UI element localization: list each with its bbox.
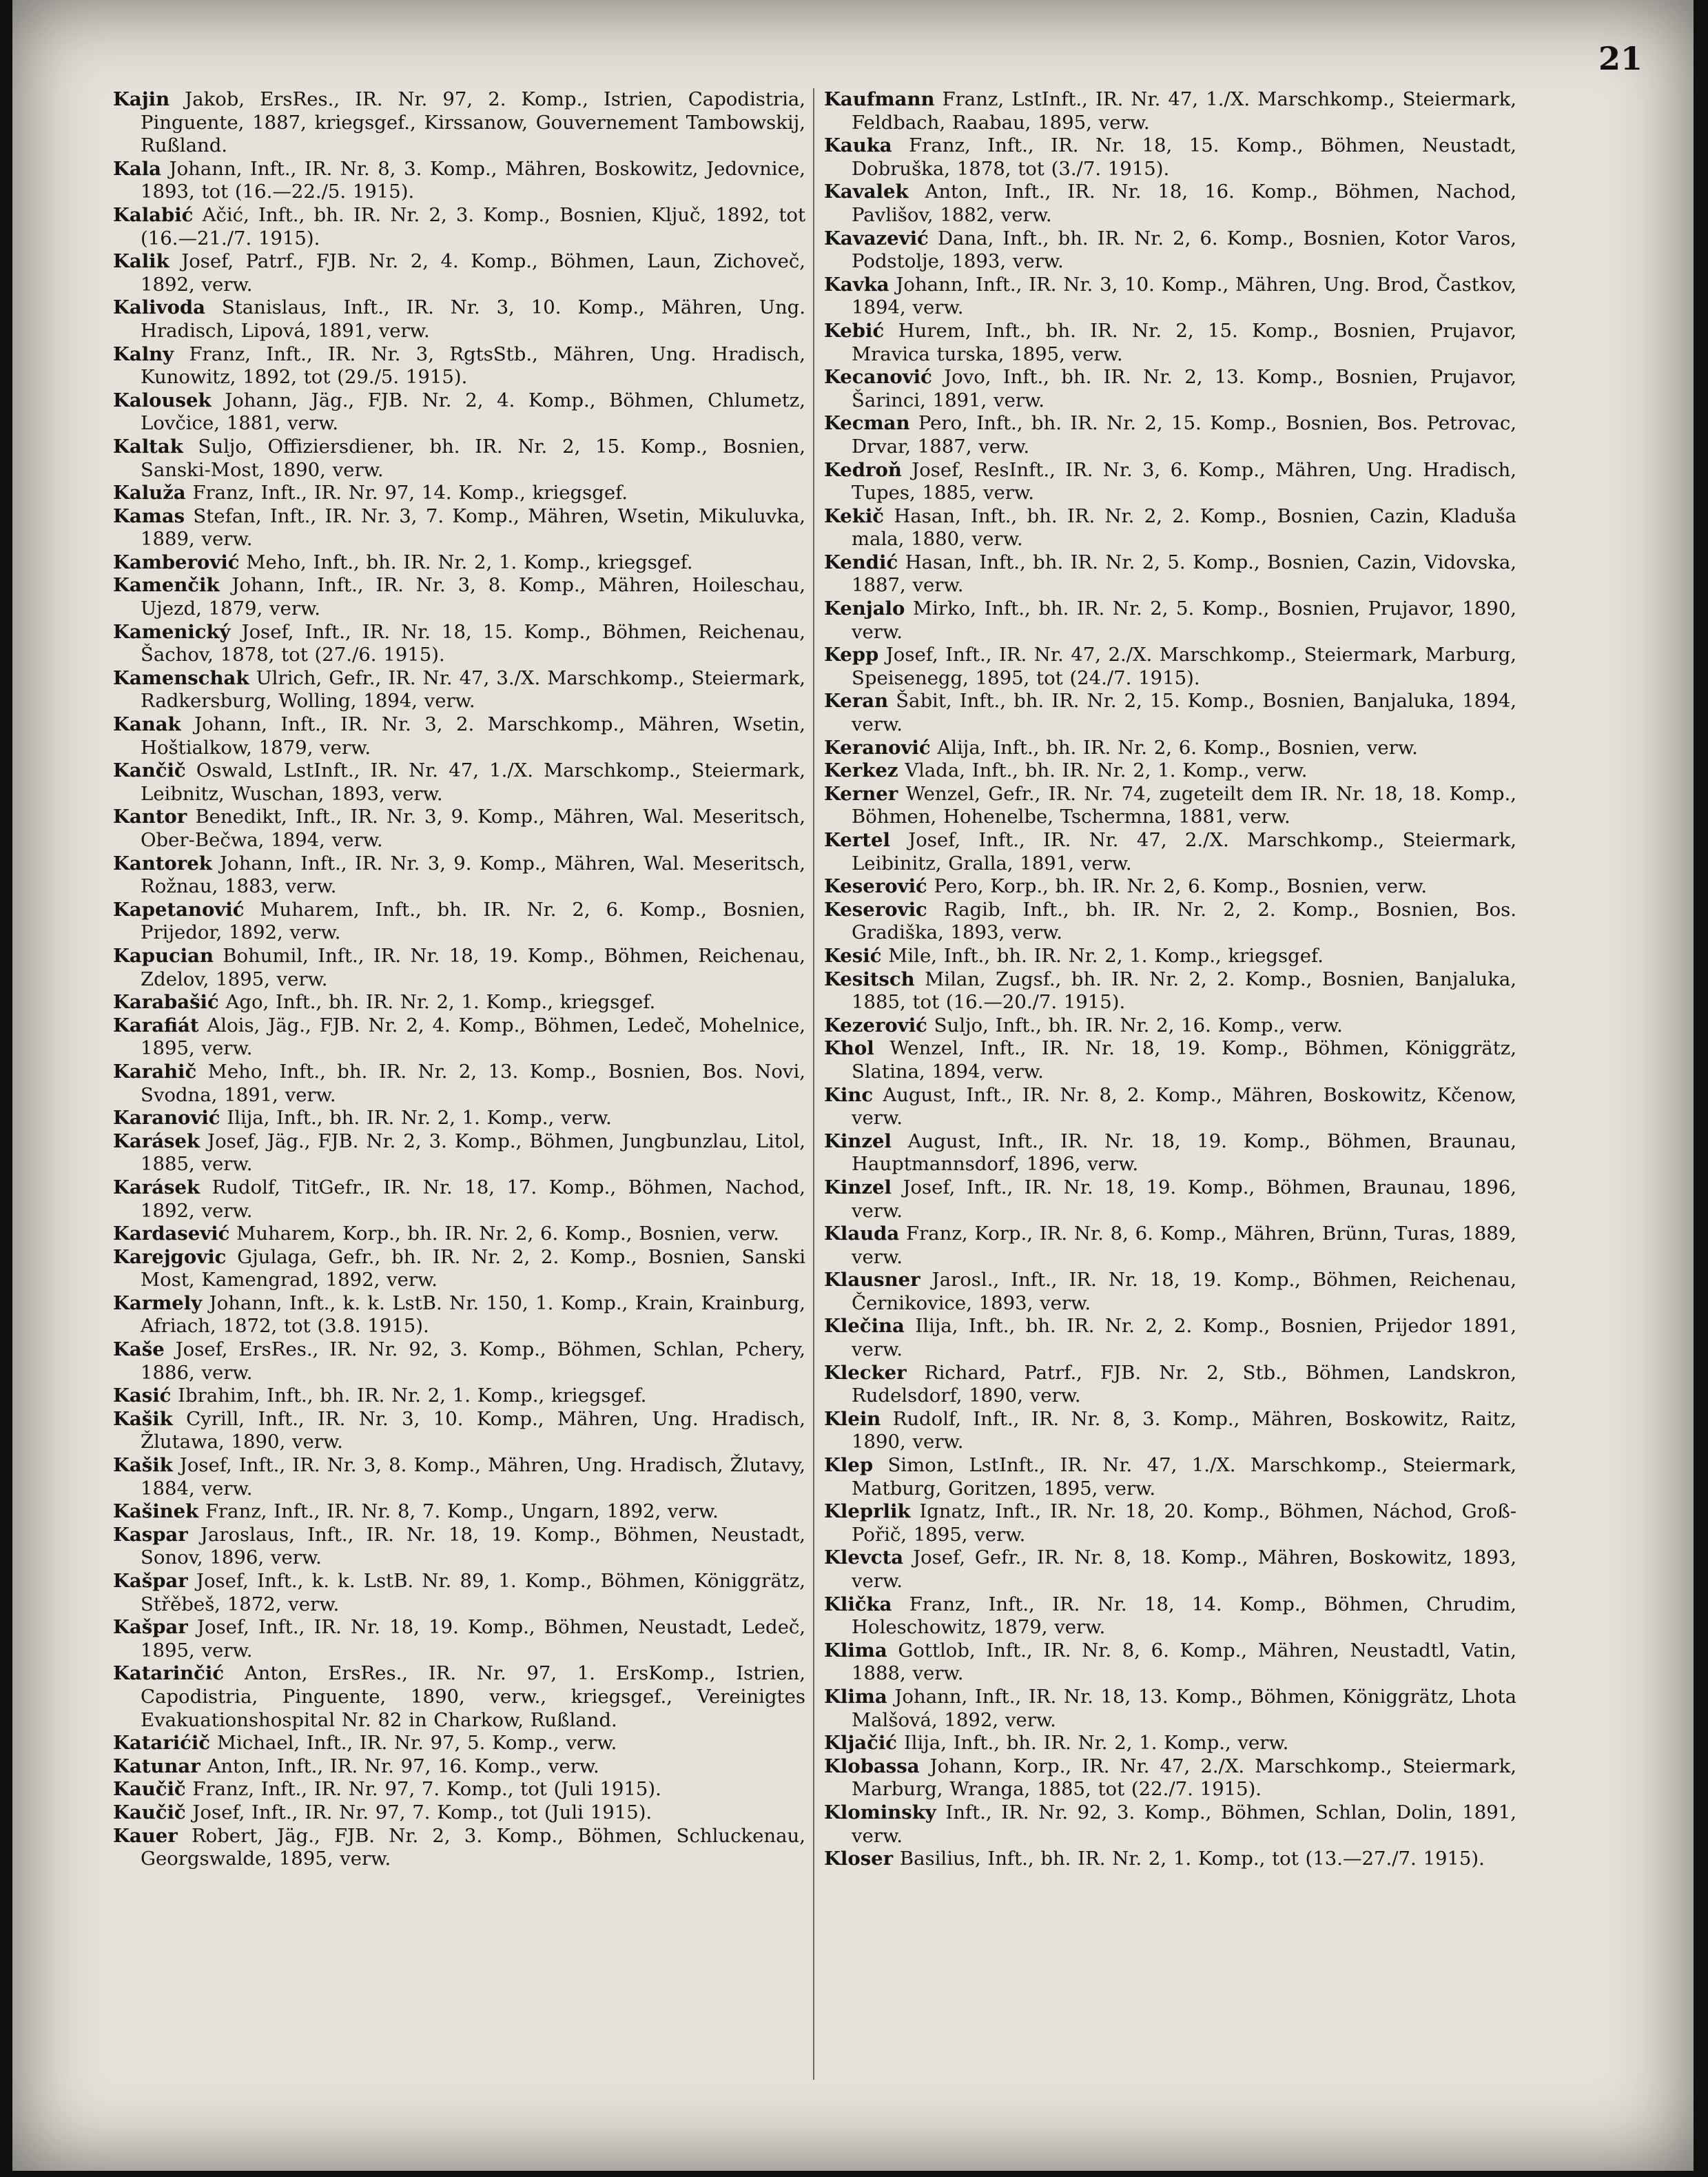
entry-details: Franz, Korp., IR. Nr. 8, 6. Komp., Mähren, Brünn, Turas, 1889, verw. [852, 1223, 1516, 1268]
roster-entry [113, 88, 805, 158]
entry-surname: Klička [824, 1593, 892, 1615]
entry-surname: Katunar [113, 1755, 200, 1777]
roster-entry [113, 759, 805, 806]
entry-details: Josef, Inft., k. k. LstB. Nr. 89, 1. Komp., Böhmen, Königgrätz, Střěbeš, 1872, verw. [141, 1570, 805, 1615]
entry-surname: Kalousek [113, 389, 212, 411]
entry-surname: Kašik [113, 1454, 173, 1477]
roster-entry [824, 1130, 1516, 1176]
roster-entry [113, 1778, 805, 1801]
roster-entry [113, 1616, 805, 1662]
entry-details: Hasan, Inft., bh. IR. Nr. 2, 5. Komp., Bosnien, Cazin, Vidovska, 1887, verw. [852, 551, 1516, 597]
entry-surname: Kerner [824, 782, 898, 805]
entry-details: Gottlob, Inft., IR. Nr. 8, 6. Komp., Mähren, Neustadtl, Vatin, 1888, verw. [852, 1639, 1516, 1685]
entry-details: Anton, ErsRes., IR. Nr. 97, 1. ErsKomp., Istrien, Capodistria, Pinguente, 1890, verw., kriegsgef., Vereinigtes Evakuationshospital Nr. 82 in Charkow, Rußland. [141, 1662, 805, 1731]
roster-entry [824, 783, 1516, 829]
roster-entry [113, 1570, 805, 1616]
entry-details: Pero, Korp., bh. IR. Nr. 2, 6. Komp., Bosnien, verw. [934, 875, 1428, 898]
entry-details: Josef, Inft., IR. Nr. 47, 2./X. Marschkomp., Steiermark, Marburg, Speisenegg, 1895, tot (24./7. 1915). [852, 644, 1516, 689]
roster-entry [113, 505, 805, 551]
entry-details: Josef, Inft., IR. Nr. 18, 15. Komp., Böhmen, Reichenau, Šachov, 1878, tot (27./6. 1915). [141, 620, 805, 666]
entry-details: Josef, Inft., IR. Nr. 18, 19. Komp., Böhmen, Braunau, 1896, verw. [852, 1176, 1516, 1222]
entry-surname: Klima [824, 1639, 887, 1662]
entry-surname: Kasić [113, 1384, 172, 1407]
entry-surname: Kaltak [113, 435, 183, 458]
roster-entry [113, 806, 805, 852]
entry-details: August, Inft., IR. Nr. 18, 19. Komp., Böhmen, Braunau, Hauptmannsdorf, 1896, verw. [852, 1130, 1516, 1176]
entry-details: Alija, Inft., bh. IR. Nr. 2, 6. Komp., Bosnien, verw. [937, 736, 1418, 759]
entry-surname: Kalabić [113, 203, 194, 226]
entry-details: Ignatz, Inft., IR. Nr. 18, 20. Komp., Böhmen, Náchod, Groß-Pořič, 1895, verw. [852, 1500, 1516, 1546]
entry-surname: Klecker [824, 1361, 907, 1384]
roster-entry [824, 875, 1516, 899]
entry-details: Ačić, Inft., bh. IR. Nr. 2, 3. Komp., Bosnien, Ključ, 1892, tot (16.—21./7. 1915). [141, 203, 805, 249]
roster-entry [113, 551, 805, 575]
roster-entry [113, 158, 805, 204]
entry-details: Hurem, Inft., bh. IR. Nr. 2, 15. Komp., Bosnien, Prujavor, Mravica turska, 1895, verw. [852, 319, 1516, 365]
entry-surname: Klausner [824, 1269, 920, 1291]
entry-surname: Kašik [113, 1407, 173, 1430]
entry-surname: Kloser [824, 1848, 894, 1870]
roster-entry [824, 1639, 1516, 1686]
roster-entry [824, 968, 1516, 1014]
roster-entry [113, 621, 805, 667]
roster-entry [824, 1223, 1516, 1269]
entry-surname: Kinzel [824, 1130, 892, 1152]
roster-entry [824, 1408, 1516, 1454]
entry-details: Alois, Jäg., FJB. Nr. 2, 4. Komp., Böhmen, Ledeč, Mohelnice, 1895, verw. [141, 1014, 805, 1060]
entry-surname: Klauda [824, 1223, 900, 1245]
entry-surname: Kezerović [824, 1014, 927, 1036]
entry-surname: Kamas [113, 504, 185, 527]
entry-details: Jakob, ErsRes., IR. Nr. 97, 2. Komp., Istrien, Capodistria, Pinguente, 1887, kriegsgef., Kirssanow, Gouvernement Tambowskij, Rußland. [141, 88, 805, 157]
entry-surname: Kebić [824, 319, 885, 342]
entry-details: Ragib, Inft., bh. IR. Nr. 2, 2. Komp., Bosnien, Bos. Gradiška, 1893, verw. [852, 898, 1516, 944]
entry-surname: Kamenický [113, 620, 231, 643]
entry-details: Robert, Jäg., FJB. Nr. 2, 3. Komp., Böhmen, Schluckenau, Georgswalde, 1895, verw. [141, 1824, 805, 1870]
entry-surname: Karejgovic [113, 1245, 227, 1268]
entry-surname: Keserović [824, 875, 927, 898]
entry-surname: Khol [824, 1037, 874, 1060]
entry-details: Josef, Inft., IR. Nr. 3, 8. Komp., Mähren, Ung. Hradisch, Žlutavy, 1884, verw. [141, 1454, 805, 1500]
entry-surname: Klobassa [824, 1755, 920, 1777]
roster-entry [824, 1269, 1516, 1315]
roster-entry [113, 1662, 805, 1732]
roster-entry [113, 713, 805, 759]
entry-details: Franz, Inft., IR. Nr. 97, 7. Komp., tot (Juli 1915). [192, 1778, 661, 1801]
entry-surname: Kalik [113, 250, 169, 273]
roster-entry [113, 1246, 805, 1292]
roster-entry [824, 505, 1516, 551]
roster-entry [824, 899, 1516, 945]
entry-details: Josef, Inft., IR. Nr. 47, 2./X. Marschkomp., Steiermark, Leibinitz, Gralla, 1891, verw. [852, 829, 1516, 875]
roster-entry [824, 1176, 1516, 1223]
roster-entry [113, 1292, 805, 1338]
entry-surname: Kavalek [824, 181, 909, 203]
entry-details: Dana, Inft., bh. IR. Nr. 2, 6. Komp., Bosnien, Kotor Varos, Podstolje, 1893, verw. [852, 227, 1516, 273]
roster-entry [113, 1755, 805, 1779]
entry-surname: Kaluža [113, 482, 186, 504]
roster-entry [824, 412, 1516, 458]
scanned-page [12, 0, 1694, 2171]
page-number: 21 [1598, 40, 1643, 77]
roster-entry [824, 181, 1516, 227]
entry-surname: Kinc [824, 1083, 874, 1106]
entry-surname: Kalny [113, 343, 174, 365]
entry-surname: Kašpar [113, 1570, 188, 1592]
entry-details: Richard, Patrf., FJB. Nr. 2, Stb., Böhmen, Landskron, Rudelsdorf, 1890, verw. [852, 1361, 1516, 1407]
entry-surname: Kepp [824, 644, 879, 666]
entry-surname: Kantor [113, 806, 187, 828]
entry-details: Muharem, Korp., bh. IR. Nr. 2, 6. Komp., Bosnien, verw. [236, 1223, 780, 1245]
entry-surname: Kala [113, 157, 161, 180]
column-divider [813, 88, 814, 2080]
roster-entry [113, 1223, 805, 1246]
entry-details: Milan, Zugsf., bh. IR. Nr. 2, 2. Komp., Bosnien, Banjaluka, 1885, tot (16.—20./7. 1915). [852, 968, 1516, 1014]
entry-surname: Kajin [113, 88, 170, 110]
entry-details: Johann, Inft., IR. Nr. 3, 8. Komp., Mähren, Hoileschau, Ujezd, 1879, verw. [141, 574, 805, 620]
roster-entry [113, 1338, 805, 1384]
entry-details: Josef, ResInft., IR. Nr. 3, 6. Komp., Mähren, Ung. Hradisch, Tupes, 1885, verw. [852, 458, 1516, 504]
entry-surname: Karafiát [113, 1014, 199, 1036]
roster-entry [824, 945, 1516, 968]
entry-surname: Karmely [113, 1291, 203, 1314]
roster-entry [824, 1014, 1516, 1038]
entry-surname: Kerkez [824, 759, 898, 782]
roster-entry [113, 1014, 805, 1061]
entry-surname: Kecanović [824, 366, 932, 389]
entry-details: Johann, Jäg., FJB. Nr. 2, 4. Komp., Böhmen, Chlumetz, Lovčice, 1881, verw. [141, 389, 805, 435]
entry-surname: Klominsky [824, 1801, 936, 1823]
roster-entry [824, 366, 1516, 412]
entry-details: Franz, Inft., IR. Nr. 8, 7. Komp., Ungarn, 1892, verw. [205, 1500, 719, 1523]
entry-details: Ulrich, Gefr., IR. Nr. 47, 3./X. Marschkomp., Steiermark, Radkersburg, Wolling, 1894, verw. [141, 666, 805, 713]
entry-details: Ibrahim, Inft., bh. IR. Nr. 2, 1. Komp., kriegsgef. [178, 1384, 647, 1407]
entry-surname: Karásek [113, 1130, 200, 1152]
entry-details: August, Inft., IR. Nr. 8, 2. Komp., Mähren, Boskowitz, Kčenow, verw. [852, 1083, 1516, 1130]
roster-entry [113, 1500, 805, 1524]
entry-details: Vlada, Inft., bh. IR. Nr. 2, 1. Komp., verw. [905, 759, 1308, 782]
entry-details: Mile, Inft., bh. IR. Nr. 2, 1. Komp., kriegsgef. [888, 944, 1324, 967]
entry-details: Rudolf, TitGefr., IR. Nr. 18, 17. Komp., Böhmen, Nachod, 1892, verw. [141, 1176, 805, 1222]
entry-surname: Kaučič [113, 1801, 186, 1823]
entry-surname: Kesitsch [824, 968, 915, 990]
entry-surname: Klima [824, 1685, 887, 1708]
entry-details: Anton, Inft., IR. Nr. 97, 16. Komp., verw. [207, 1755, 599, 1777]
entry-details: Franz, Inft., IR. Nr. 18, 14. Komp., Böhmen, Chrudim, Holeschowitz, 1879, verw. [852, 1593, 1516, 1639]
entry-details: Šabit, Inft., bh. IR. Nr. 2, 15. Komp., Bosnien, Banjaluka, 1894, verw. [852, 690, 1516, 736]
roster-entry [113, 574, 805, 620]
entry-details: Muharem, Inft., bh. IR. Nr. 2, 6. Komp., Bosnien, Prijedor, 1892, verw. [141, 898, 805, 944]
entry-surname: Kančič [113, 759, 186, 782]
entry-details: Josef, Jäg., FJB. Nr. 2, 3. Komp., Böhmen, Jungbunzlau, Litol, 1885, verw. [141, 1130, 805, 1176]
roster-entry [113, 1061, 805, 1107]
roster-entry [113, 1408, 805, 1454]
roster-entry [824, 320, 1516, 366]
entry-details: Simon, LstInft., IR. Nr. 47, 1./X. Marschkomp., Steiermark, Matburg, Goritzen, 1895, verw. [852, 1454, 1516, 1500]
entry-details: Oswald, LstInft., IR. Nr. 47, 1./X. Marschkomp., Steiermark, Leibnitz, Wuschan, 1893, verw. [141, 759, 805, 805]
entry-details: Inft., IR. Nr. 92, 3. Komp., Böhmen, Schlan, Dolin, 1891, verw. [852, 1801, 1516, 1847]
entry-surname: Kantorek [113, 852, 212, 875]
entry-surname: Kavka [824, 273, 889, 296]
entry-details: Johann, Korp., IR. Nr. 47, 2./X. Marschkomp., Steiermark, Marburg, Wranga, 1885, tot (22./7. 1915). [852, 1755, 1516, 1801]
entry-details: Anton, Inft., IR. Nr. 18, 16. Komp., Böhmen, Nachod, Pavlišov, 1882, verw. [852, 181, 1516, 226]
entry-details: Meho, Inft., bh. IR. Nr. 2, 13. Komp., Bosnien, Bos. Novi, Svodna, 1891, verw. [141, 1060, 805, 1106]
entry-details: Franz, Inft., IR. Nr. 97, 14. Komp., kriegsgef. [192, 482, 628, 504]
roster-entry [824, 227, 1516, 274]
roster-entry [824, 1454, 1516, 1500]
entry-details: Josef, Inft., IR. Nr. 18, 19. Komp., Böhmen, Neustadt, Ledeč, 1895, verw. [141, 1616, 805, 1662]
roster-entry [113, 899, 805, 945]
entry-surname: Kapucian [113, 944, 214, 967]
roster-entry [824, 1546, 1516, 1593]
entry-surname: Kecman [824, 412, 910, 435]
entry-details: Stefan, Inft., IR. Nr. 3, 7. Komp., Mähren, Wsetin, Mikuluvka, 1889, verw. [141, 504, 805, 551]
entry-surname: Keserovic [824, 898, 927, 921]
entry-details: Mirko, Inft., bh. IR. Nr. 2, 5. Komp., Bosnien, Prujavor, 1890, verw. [852, 597, 1516, 643]
entry-surname: Kašpar [113, 1616, 188, 1639]
entry-details: Ilija, Inft., bh. IR. Nr. 2, 1. Komp., verw. [227, 1107, 612, 1130]
entry-details: Jarosl., Inft., IR. Nr. 18, 19. Komp., Böhmen, Reichenau, Černikovice, 1893, verw. [852, 1269, 1516, 1314]
roster-entry [113, 991, 805, 1014]
entry-surname: Klein [824, 1407, 881, 1430]
roster-entry [824, 1686, 1516, 1732]
roster-entry [113, 389, 805, 436]
entry-details: Franz, LstInft., IR. Nr. 47, 1./X. Marschkomp., Steiermark, Feldbach, Raabau, 1895, verw. [852, 88, 1516, 134]
entry-details: Pero, Inft., bh. IR. Nr. 2, 15. Komp., Bosnien, Bos. Petrovac, Drvar, 1887, verw. [852, 412, 1516, 458]
entry-surname: Kaučič [113, 1778, 186, 1801]
entry-surname: Kinzel [824, 1176, 892, 1198]
entry-details: Benedikt, Inft., IR. Nr. 3, 9. Komp., Mähren, Wal. Meseritsch, Ober-Bečwa, 1894, verw. [141, 806, 805, 851]
roster-entry [113, 1454, 805, 1500]
entry-details: Johann, Inft., IR. Nr. 8, 3. Komp., Mähren, Boskowitz, Jedovnice, 1893, tot (16.—22./5. 1915). [141, 157, 805, 203]
right-column [824, 88, 1516, 2101]
entry-details: Ilija, Inft., bh. IR. Nr. 2, 2. Komp., Bosnien, Prijedor 1891, verw. [852, 1315, 1516, 1361]
entry-surname: Kljačić [824, 1732, 898, 1755]
roster-entry [824, 1848, 1516, 1871]
entry-surname: Klečina [824, 1315, 905, 1338]
entry-surname: Karásek [113, 1176, 200, 1198]
entry-details: Wenzel, Inft., IR. Nr. 18, 19. Komp., Böhmen, Königgrätz, Slatina, 1894, verw. [852, 1037, 1516, 1083]
entry-surname: Keranović [824, 736, 931, 759]
entry-details: Johann, Inft., IR. Nr. 3, 10. Komp., Mähren, Ung. Brod, Častkov, 1894, verw. [852, 273, 1516, 319]
entry-surname: Keran [824, 690, 889, 713]
roster-entry [113, 296, 805, 343]
roster-entry [113, 204, 805, 250]
entry-surname: Katarićič [113, 1732, 211, 1755]
roster-entry [824, 597, 1516, 644]
roster-entry [824, 1801, 1516, 1848]
entry-surname: Kendić [824, 551, 898, 573]
entry-surname: Kamberović [113, 551, 240, 573]
entry-details: Cyrill, Inft., IR. Nr. 3, 10. Komp., Mähren, Ung. Hradisch, Žlutawa, 1890, verw. [141, 1407, 805, 1453]
roster-entry [113, 852, 805, 899]
roster-entry [113, 343, 805, 389]
entry-surname: Klep [824, 1454, 874, 1477]
roster-entry [113, 945, 805, 991]
left-column [113, 88, 805, 2101]
entry-details: Ago, Inft., bh. IR. Nr. 2, 1. Komp., kriegsgef. [225, 991, 656, 1014]
entry-details: Jaroslaus, Inft., IR. Nr. 18, 19. Komp., Böhmen, Neustadt, Sonov, 1896, verw. [141, 1523, 805, 1569]
entry-details: Basilius, Inft., bh. IR. Nr. 2, 1. Komp., tot (13.—27./7. 1915). [899, 1848, 1485, 1870]
entry-details: Suljo, Inft., bh. IR. Nr. 2, 16. Komp., verw. [934, 1014, 1343, 1036]
entry-details: Johann, Inft., IR. Nr. 3, 9. Komp., Mähren, Wal. Meseritsch, Rožnau, 1883, verw. [141, 852, 805, 898]
entry-surname: Klevcta [824, 1546, 904, 1569]
entry-surname: Kesić [824, 944, 882, 967]
roster-entry [113, 1130, 805, 1176]
entry-surname: Kedroň [824, 458, 902, 481]
entry-details: Ilija, Inft., bh. IR. Nr. 2, 1. Komp., verw. [903, 1732, 1289, 1755]
entry-details: Josef, Inft., IR. Nr. 97, 7. Komp., tot (Juli 1915). [192, 1801, 652, 1823]
entry-surname: Kleprlik [824, 1500, 911, 1523]
roster-entry [113, 436, 805, 482]
entry-surname: Kekič [824, 504, 885, 527]
roster-entry [824, 1084, 1516, 1130]
roster-entry [824, 274, 1516, 320]
entry-surname: Kardasević [113, 1223, 230, 1245]
roster-entry [824, 1593, 1516, 1639]
entry-details: Franz, Inft., IR. Nr. 3, RgtsStb., Mähren, Ung. Hradisch, Kunowitz, 1892, tot (29./5. 1915). [141, 343, 805, 389]
roster-entry [824, 551, 1516, 597]
roster-entry [113, 1176, 805, 1223]
entry-details: Franz, Inft., IR. Nr. 18, 15. Komp., Böhmen, Neustadt, Dobruška, 1878, tot (3./7. 1915). [852, 134, 1516, 180]
roster-entry [824, 1315, 1516, 1361]
entry-surname: Kaspar [113, 1523, 188, 1546]
entry-details: Michael, Inft., IR. Nr. 97, 5. Komp., verw. [216, 1732, 617, 1755]
entry-surname: Kamenčik [113, 574, 220, 597]
entry-surname: Kamenschak [113, 666, 249, 689]
entry-details: Stanislaus, Inft., IR. Nr. 3, 10. Komp., Mähren, Ung. Hradisch, Lipová, 1891, verw. [141, 296, 805, 342]
roster-entry [824, 829, 1516, 875]
entry-details: Meho, Inft., bh. IR. Nr. 2, 1. Komp., kriegsgef. [246, 551, 693, 573]
roster-entry [824, 1755, 1516, 1801]
roster-entry [824, 737, 1516, 760]
roster-entry [824, 459, 1516, 505]
entry-details: Hasan, Inft., bh. IR. Nr. 2, 2. Komp., Bosnien, Cazin, Kladuša mala, 1880, verw. [852, 504, 1516, 551]
roster-entry [113, 667, 805, 713]
entry-surname: Kenjalo [824, 597, 905, 620]
roster-entry [113, 482, 805, 505]
roster-entry [113, 1801, 805, 1825]
entry-surname: Karahič [113, 1060, 197, 1083]
roster-entry [113, 1825, 805, 1871]
roster-entry [824, 690, 1516, 736]
entry-surname: Karabašić [113, 991, 219, 1014]
entry-details: Johann, Inft., IR. Nr. 3, 2. Marschkomp., Mähren, Wsetin, Hoštialkow, 1879, verw. [141, 713, 805, 759]
entry-details: Josef, ErsRes., IR. Nr. 92, 3. Komp., Böhmen, Schlan, Pchery, 1886, verw. [141, 1338, 805, 1384]
entry-surname: Kertel [824, 829, 890, 851]
entry-surname: Kapetanović [113, 898, 245, 921]
roster-entry [113, 1384, 805, 1408]
entry-details: Josef, Gefr., IR. Nr. 8, 18. Komp., Mähren, Boskowitz, 1893, verw. [852, 1546, 1516, 1592]
roster-entry [824, 1732, 1516, 1755]
roster-entry [824, 1500, 1516, 1546]
entry-surname: Kalivoda [113, 296, 205, 319]
entry-surname: Kanak [113, 713, 181, 736]
entry-surname: Kaše [113, 1338, 165, 1361]
entry-details: Suljo, Offiziersdiener, bh. IR. Nr. 2, 15. Komp., Bosnien, Sanski-Most, 1890, verw. [141, 435, 805, 481]
entry-surname: Kauer [113, 1824, 178, 1847]
roster-entry [824, 759, 1516, 783]
roster-entry [824, 644, 1516, 690]
entry-details: Johann, Inft., IR. Nr. 18, 13. Komp., Böhmen, Königgrätz, Lhota Malšová, 1892, verw. [852, 1685, 1516, 1731]
entry-surname: Katarinčić [113, 1662, 225, 1685]
entry-surname: Kašinek [113, 1500, 199, 1523]
roster-entry [113, 1732, 805, 1755]
entry-details: Josef, Patrf., FJB. Nr. 2, 4. Komp., Böhmen, Laun, Zichoveč, 1892, verw. [141, 250, 805, 296]
roster-entry [824, 1037, 1516, 1083]
entry-details: Gjulaga, Gefr., bh. IR. Nr. 2, 2. Komp., Bosnien, Sanski Most, Kamengrad, 1892, verw. [141, 1245, 805, 1291]
roster-entry [824, 134, 1516, 181]
entry-details: Bohumil, Inft., IR. Nr. 18, 19. Komp., Böhmen, Reichenau, Zdelov, 1895, verw. [141, 944, 805, 990]
entry-surname: Kauka [824, 134, 892, 157]
entry-surname: Karanović [113, 1107, 220, 1130]
entry-details: Wenzel, Gefr., IR. Nr. 74, zugeteilt dem IR. Nr. 18, 18. Komp., Böhmen, Hohenelbe, Tschermna, 1881, verw. [852, 782, 1516, 828]
entry-details: Rudolf, Inft., IR. Nr. 8, 3. Komp., Mähren, Boskowitz, Raitz, 1890, verw. [852, 1407, 1516, 1453]
entry-details: Jovo, Inft., bh. IR. Nr. 2, 13. Komp., Bosnien, Prujavor, Šarinci, 1891, verw. [852, 366, 1516, 411]
entry-details: Johann, Inft., k. k. LstB. Nr. 150, 1. Komp., Krain, Krainburg, Afriach, 1872, tot (3.8. 1915). [141, 1291, 805, 1338]
roster-entry [113, 1107, 805, 1130]
entry-surname: Kaufmann [824, 88, 935, 110]
roster-entry [113, 1524, 805, 1570]
roster-entry [824, 88, 1516, 134]
roster-entry [824, 1362, 1516, 1408]
entry-surname: Kavazević [824, 227, 929, 249]
roster-entry [113, 250, 805, 296]
